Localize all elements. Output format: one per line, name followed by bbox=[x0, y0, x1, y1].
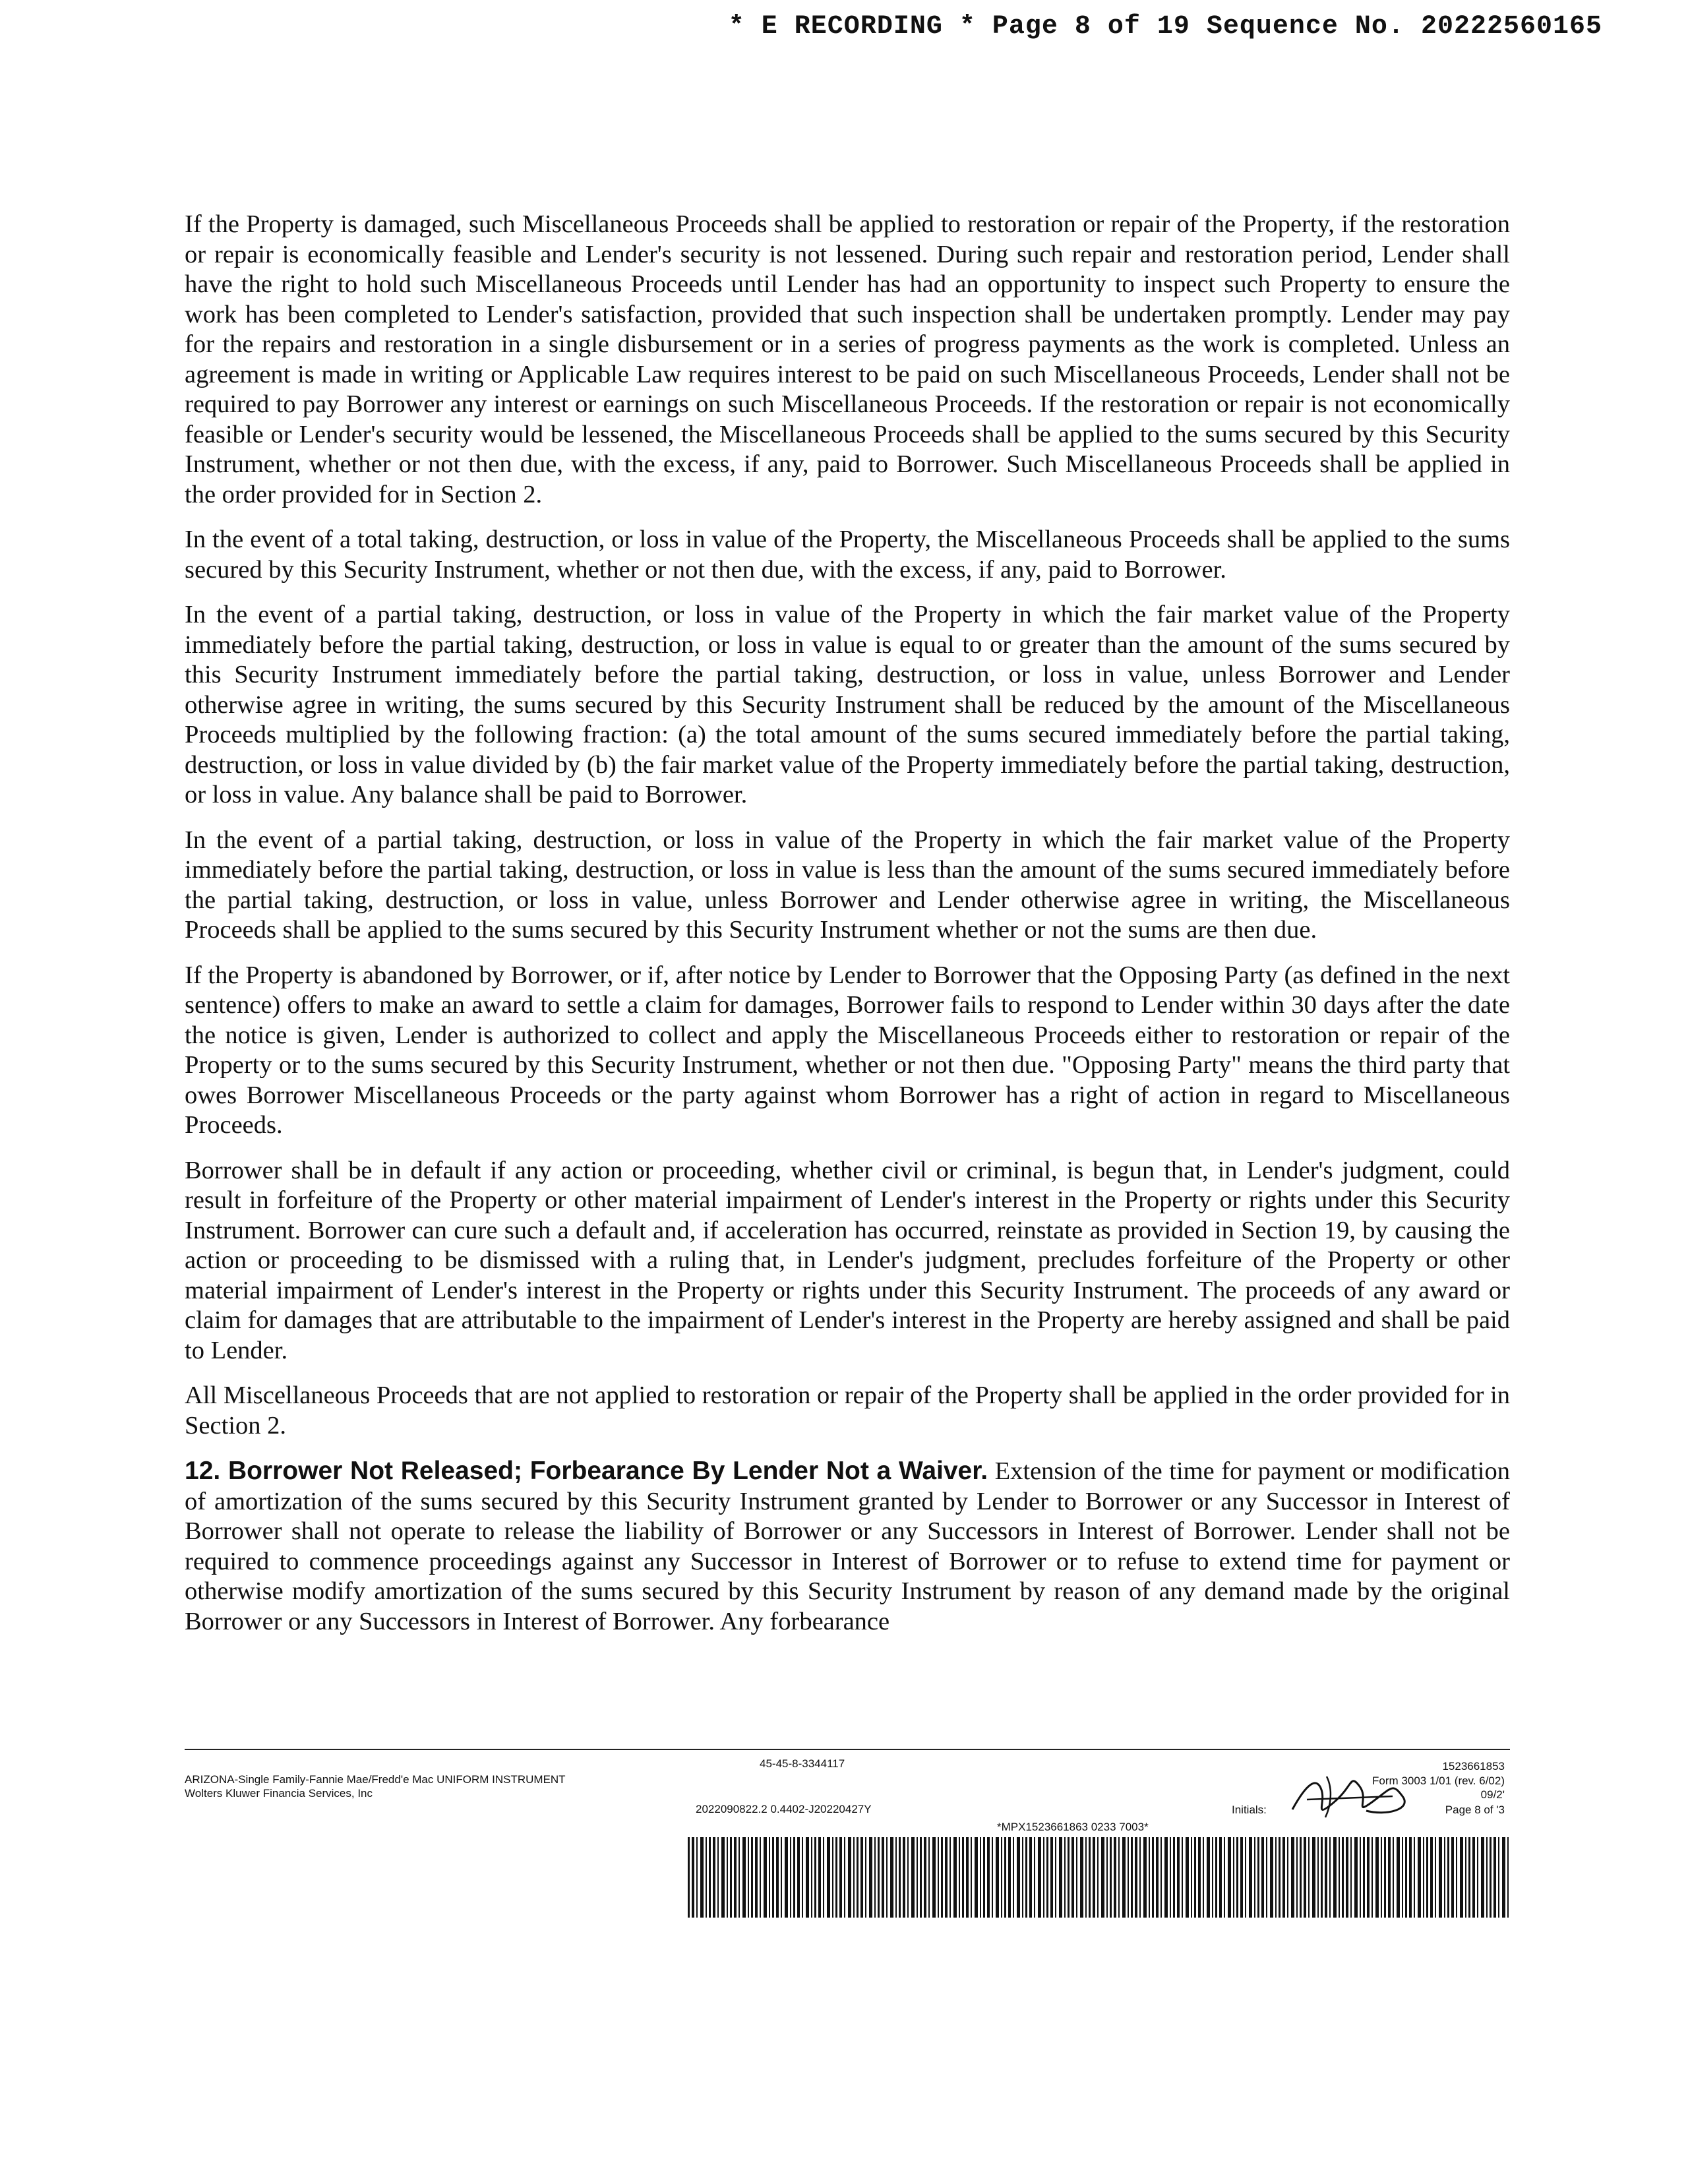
initials-signature-icon bbox=[1287, 1770, 1412, 1823]
footer-initials-label: Initials: bbox=[1232, 1804, 1267, 1816]
barcode-text: *MPX1523661863 0233 7003* bbox=[997, 1821, 1149, 1833]
paragraph: If the Property is damaged, such Miscellaneous Proceeds shall be applied to restoration or repair of the Property, if the restoration or repair is economically feasible and Lender's security is not lessened. During such repair and restoration period, Lender shall have the right to hold such Miscellaneous Proceeds until Lender has had an opportunity to inspect such Property to ensure the work has been completed to Lender's satisfaction, provided that such inspection shall be undertaken promptly. Lender may pay for the repairs and restoration in a single disbursement or in a series of progress payments as the work is completed. Unless an agreement is made in writing or Applicable Law requires interest to be paid on such Miscellaneous Proceeds, Lender shall not be required to pay Borrower any interest or earnings on such Miscellaneous Proceeds. If the restoration or repair is not economically feasible or Lender's security would be lessened, the Miscellaneous Proceeds shall be applied to the sums secured by this Security Instrument, whether or not then due, with the excess, if any, paid to Borrower. Such Miscellaneous Proceeds shall be applied in the order provided for in Section 2. bbox=[185, 210, 1510, 508]
footer-reference-number: 1523661853 bbox=[1442, 1760, 1505, 1773]
footer-loan-number: 45-45-8-3344117 bbox=[760, 1757, 845, 1770]
footer-publisher: Wolters Kluwer Financia Services, Inc bbox=[185, 1787, 373, 1800]
footer-form-name: ARIZONA-Single Family-Fannie Mae/Fredd'e Mac UNIFORM INSTRUMENT bbox=[185, 1773, 566, 1786]
document-body bbox=[185, 210, 1510, 1652]
paragraph: If the Property is abandoned by Borrower, or if, after notice by Lender to Borrower that the Opposing Party (as defined in the next sentence) offers to make an award to settle a claim for damages, Borrower fails to respond to Lender within 30 days after the date the notice is given, Lender is authorized to collect and apply the Miscellaneous Proceeds either to restoration or repair of the Property or to the sums secured by this Security Instrument, whether or not then due. "Opposing Party" means the third party that owes Borrower Miscellaneous Proceeds or the party against whom Borrower has a right of action in regard to Miscellaneous Proceeds. bbox=[185, 961, 1510, 1139]
section-12-title: 12. Borrower Not Released; Forbearance By Lender Not a Waiver. bbox=[185, 1457, 988, 1485]
footer-page-number: Page 8 of '3 bbox=[1445, 1804, 1505, 1816]
recording-header: * E RECORDING * Page 8 of 19 Sequence No. 20222560165 bbox=[728, 12, 1602, 42]
paragraph: All Miscellaneous Proceeds that are not applied to restoration or repair of the Property shall be applied in the order provided for in Section 2. bbox=[185, 1381, 1510, 1440]
section-12-text: Extension of the time for payment or modification of amortization of the sums secured by this Security Instrument granted by Lender to Borrower or any Successor in Interest of Borrower shall not operate to release the liability of Borrower or any Successors in Interest of Borrower. Lender shall not be required to commence proceedings against any Successor in Interest of Borrower or to refuse to extend time for payment or otherwise modify amortization of the sums secured by this Security Instrument by reason of any demand made by the original Borrower or any Successors in Interest of Borrower. Any forbearance bbox=[185, 1457, 1510, 1635]
footer-date: 09/2' bbox=[1480, 1788, 1505, 1801]
footer-divider bbox=[185, 1749, 1510, 1750]
section-12-paragraph bbox=[185, 1456, 1510, 1637]
paragraph: Borrower shall be in default if any action or proceeding, whether civil or criminal, is begun that, in Lender's judgment, could result in forfeiture of the Property or other material impairment of Lender's interest in the Property or rights under this Security Instrument. Borrower can cure such a default and, if acceleration has occurred, reinstate as provided in Section 19, by causing the action or proceeding to be dismissed with a ruling that, in Lender's judgment, precludes forfeiture of the Property or other material impairment of Lender's interest in the Property or rights under this Security Instrument. The proceeds of any award or claim for damages that are attributable to the impairment of Lender's interest in the Property are hereby assigned and shall be paid to Lender. bbox=[185, 1156, 1510, 1364]
paragraph: In the event of a partial taking, destruction, or loss in value of the Property in which the fair market value of the Property immediately before the partial taking, destruction, or loss in value is less than the amount of the sums secured immediately before the partial taking, destruction, or loss in value, unless Borrower and Lender otherwise agree in writing, the Miscellaneous Proceeds shall be applied to the sums secured by this Security Instrument whether or not the sums are then due. bbox=[185, 826, 1510, 944]
paragraph: In the event of a partial taking, destruction, or loss in value of the Property in which the fair market value of the Property immediately before the partial taking, destruction, or loss in value is equal to or greater than the amount of the sums secured by this Security Instrument immediately before the partial taking, destruction, or loss in value, unless Borrower and Lender otherwise agree in writing, the sums secured by this Security Instrument shall be reduced by the amount of the Miscellaneous Proceeds multiplied by the following fraction: (a) the total amount of the sums secured immediately before the partial taking, destruction, or loss in value divided by (b) the fair market value of the Property immediately before the partial taking, destruction, or loss in value. Any balance shall be paid to Borrower. bbox=[185, 601, 1510, 808]
barcode-image bbox=[688, 1837, 1509, 1918]
footer-form-number: Form 3003 1/01 (rev. 6/02) bbox=[1372, 1774, 1505, 1787]
footer-document-id: 2022090822.2 0.4402-J20220427Y bbox=[696, 1803, 872, 1815]
paragraph: In the event of a total taking, destruction, or loss in value of the Property, the Miscellaneous Proceeds shall be applied to the sums secured by this Security Instrument, whether or not then due, with the excess, if any, paid to Borrower. bbox=[185, 526, 1510, 584]
